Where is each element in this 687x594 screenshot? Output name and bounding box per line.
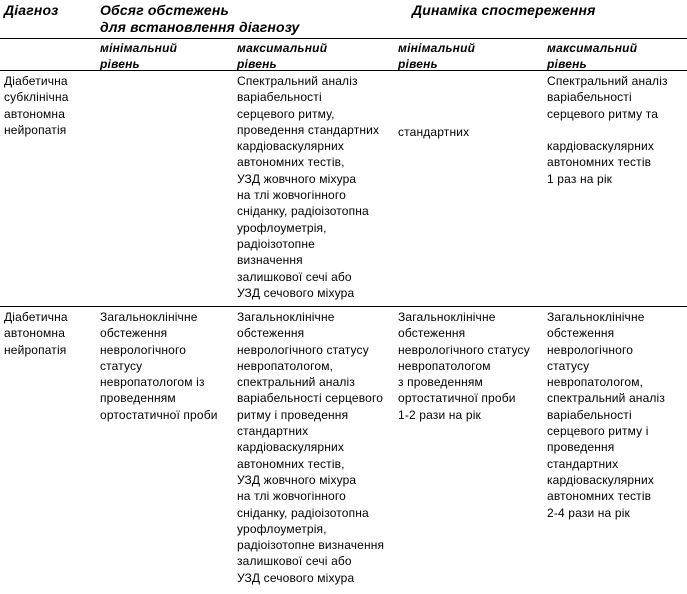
row1-obs-min: стандартних bbox=[398, 125, 470, 139]
header-exam-scope: Обсяг обстежень для встановлення діагнозу bbox=[100, 2, 300, 35]
row2-exam-min: Загальноклінічне обстеження неврологічного статусу невропатологом із проведенням ортостатичної проби bbox=[100, 310, 218, 422]
header-obs-max: максимальний рівень bbox=[547, 41, 638, 71]
row2-exam-max: Загальноклінічне обстеження неврологічного статусу невропатологом, спектральний аналіз варіабельності серцевого ритму і проведення стандартних кардіоваскулярних автономних тестів, УЗД жовчного міхура на тлі жовчогінного сніданку, радіоізотопна урофлоуметрія, радіоізотопне визначення залишкової сечі або УЗД сечового міхура bbox=[237, 310, 385, 585]
row2-obs-min: Загальноклінічне обстеження неврологічного статусу невропатологом з проведенням ортостатичної проби 1-2 рази на рік bbox=[398, 310, 530, 422]
row2-obs-max: Загальноклінічне обстеження неврологічного статусу невропатологом, спектральний аналіз варіабельності серцевого ритму і проведення стандартних кардіоваскулярних автономних тестів 2-4 рази на рік bbox=[547, 310, 666, 520]
row1-diagnosis: Діабетична субклінічна автономна нейропатія bbox=[4, 74, 69, 137]
header-exam-min: мінімальний рівень bbox=[100, 41, 178, 71]
header-observation-dynamics: Динаміка спостереження bbox=[412, 2, 596, 18]
row1-exam-max: Спектральний аналіз варіабельності серцевого ритму, проведення стандартних кардіоваскулярних автономних тестів, УЗД жовчного міхура на тлі жовчогінного сніданку, радіоізотопна урофлоуметрія, радіоізотопне визначення залишкової сечі або УЗД сечового міхура bbox=[237, 74, 380, 300]
row2-diagnosis: Діабетична автономна нейропатія bbox=[4, 310, 68, 357]
row-divider bbox=[0, 306, 687, 307]
row1-obs-max: Спектральний аналіз варіабельності серцевого ритму та кардіоваскулярних автономних тестів 1 раз на рік bbox=[547, 74, 668, 186]
header-obs-min: мінімальний рівень bbox=[398, 41, 476, 71]
header-bottom-divider bbox=[0, 70, 687, 71]
header-divider bbox=[0, 38, 687, 39]
header-exam-max: максимальний рівень bbox=[237, 41, 328, 71]
header-diagnosis: Діагноз bbox=[4, 2, 59, 18]
